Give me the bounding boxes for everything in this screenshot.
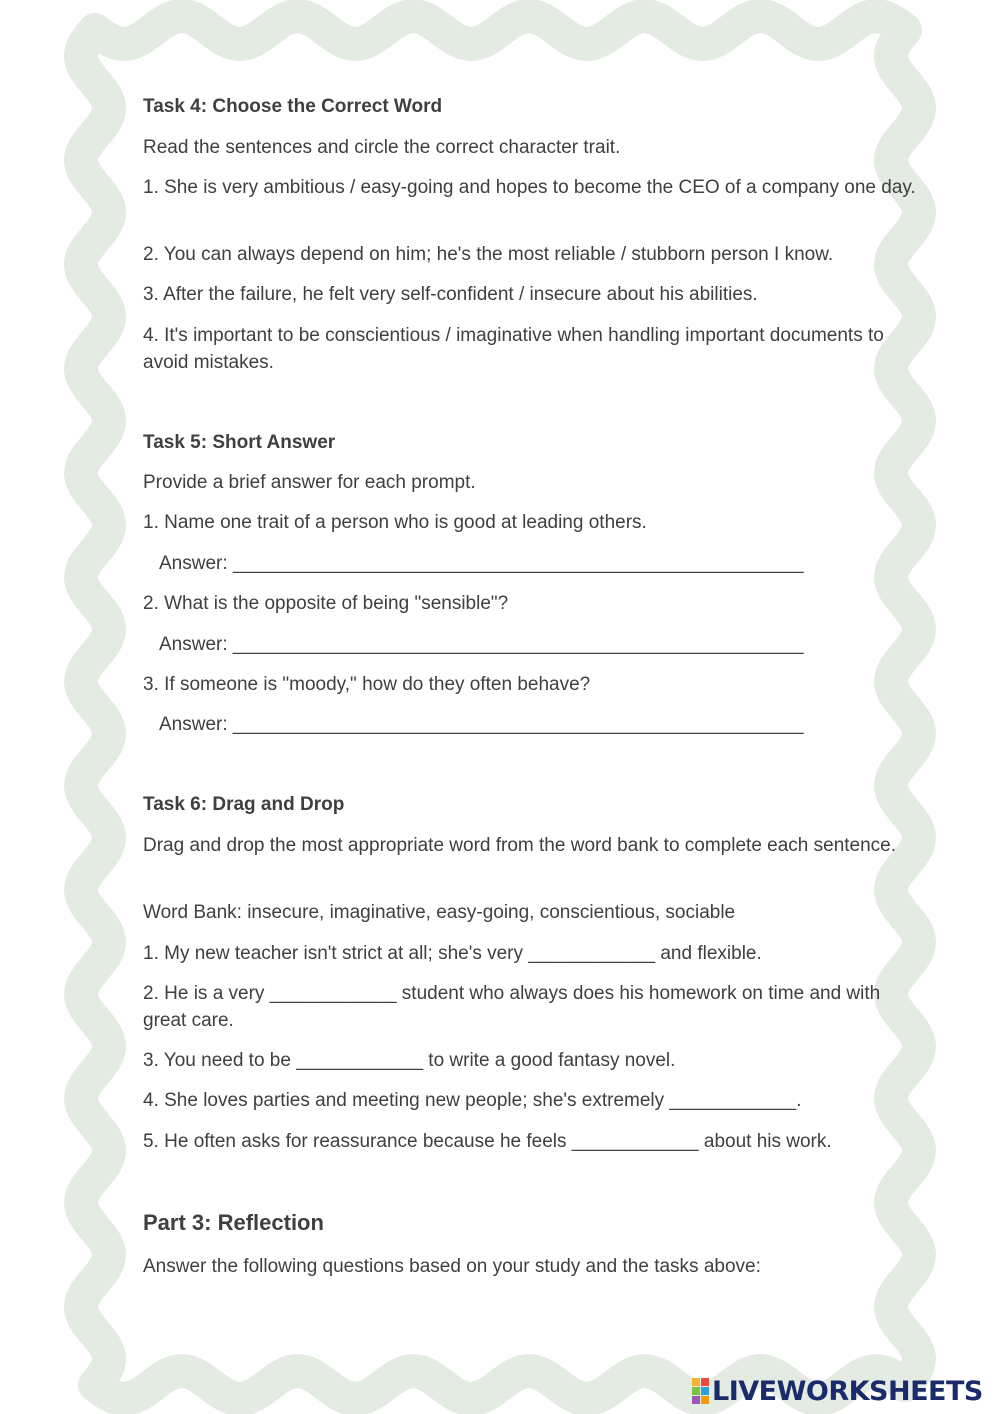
task5-item-1: 1. Name one trait of a person who is good at leading others. [143, 512, 647, 533]
liveworksheets-logo-icon [692, 1378, 709, 1404]
task4-item-1: 1. She is very ambitious / easy-going and hopes to become the CEO of a company one day. [143, 177, 916, 198]
task6-item-2[interactable]: 2. He is a very ____________ student who always does his homework on time and with great care. [143, 983, 881, 1031]
part3-title: Part 3: Reflection [143, 1210, 324, 1235]
task5-instruction: Provide a brief answer for each prompt. [143, 472, 476, 493]
task5-answer-line-2[interactable]: Answer: ______________________________________________________ [159, 634, 804, 655]
task4-item-3: 3. After the failure, he felt very self-confident / insecure about his abilities. [143, 284, 758, 305]
task6-instruction: Drag and drop the most appropriate word from the word bank to complete each sentence. [143, 835, 897, 856]
task4-item-4: 4. It's important to be conscientious / imaginative when handling important documents to avoid mistakes. [143, 325, 884, 373]
task6-item-1[interactable]: 1. My new teacher isn't strict at all; she's very ____________ and flexible. [143, 943, 762, 964]
logo-text: LIVEWORKSHEETS [712, 1375, 983, 1407]
task4-item-2: 2. You can always depend on him; he's the most reliable / stubborn person I know. [143, 244, 834, 265]
task6-item-5[interactable]: 5. He often asks for reassurance because he feels ____________ about his work. [143, 1131, 832, 1152]
task5-answer-line-3[interactable]: Answer: ______________________________________________________ [159, 714, 804, 735]
liveworksheets-logo[interactable] [692, 1376, 983, 1406]
task6-item-3[interactable]: 3. You need to be ____________ to write a good fantasy novel. [143, 1050, 676, 1071]
task5-answer-line-1[interactable]: Answer: ______________________________________________________ [159, 553, 804, 574]
task4-instruction: Read the sentences and circle the correct character trait. [143, 137, 621, 158]
task6-word-bank: Word Bank: insecure, imaginative, easy-going, conscientious, sociable [143, 902, 736, 923]
task6-item-4[interactable]: 4. She loves parties and meeting new people; she's extremely ____________. [143, 1090, 802, 1111]
task4-title: Task 4: Choose the Correct Word [143, 96, 443, 117]
task5-item-3: 3. If someone is "moody," how do they often behave? [143, 674, 591, 695]
task5-title: Task 5: Short Answer [143, 432, 336, 453]
part3-instruction: Answer the following questions based on your study and the tasks above: [143, 1256, 761, 1277]
task5-item-2: 2. What is the opposite of being "sensible"? [143, 593, 509, 614]
task6-title: Task 6: Drag and Drop [143, 794, 345, 815]
